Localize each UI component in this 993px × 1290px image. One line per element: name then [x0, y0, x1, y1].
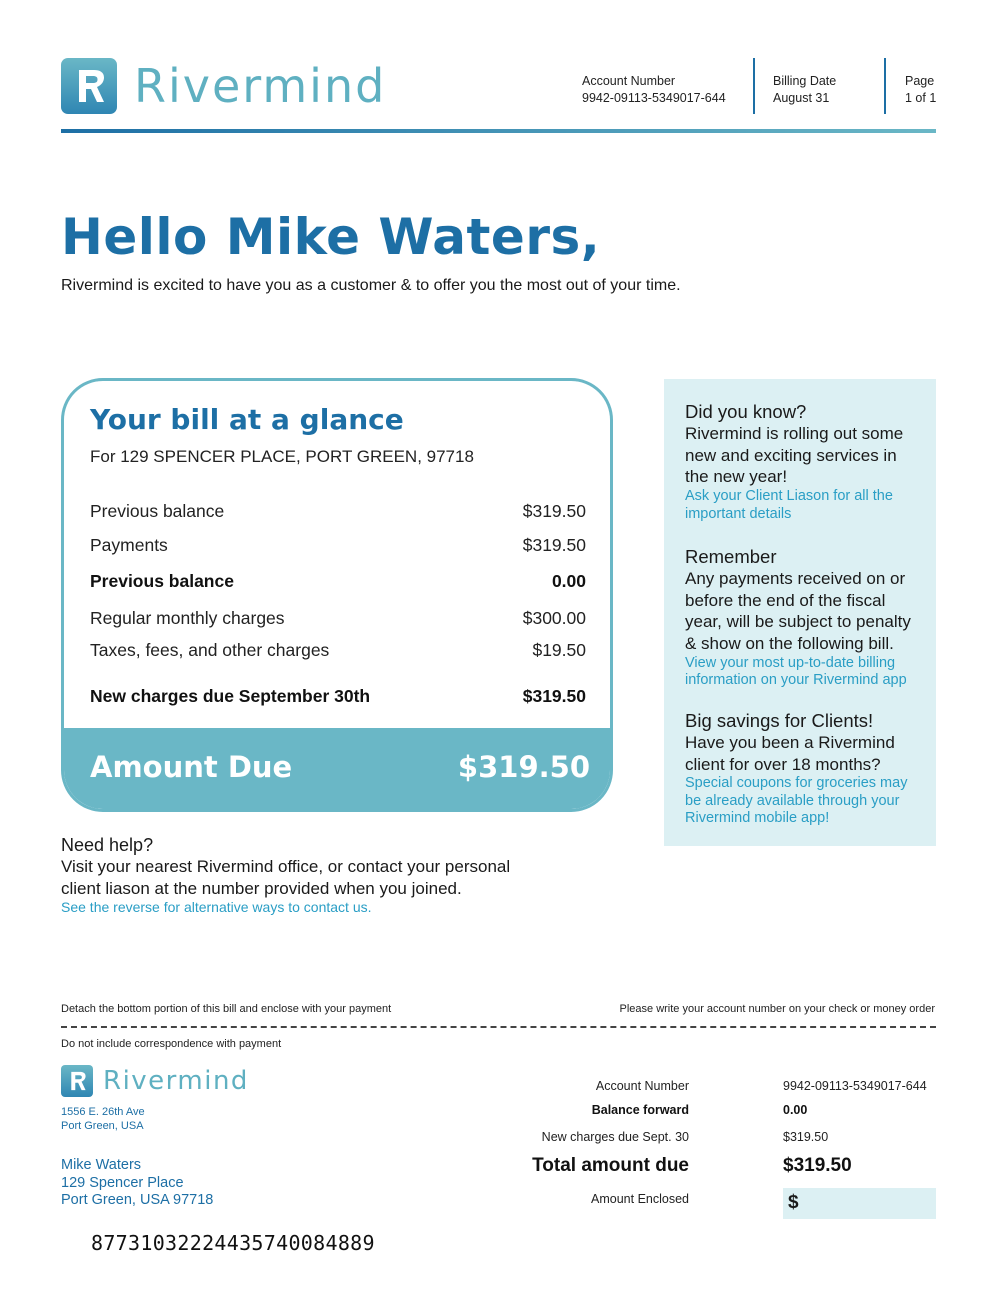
bill-row-value: $319.50: [522, 686, 586, 706]
total-due-label: Total amount due: [532, 1155, 689, 1176]
stub-account-label: Account Number: [595, 1079, 689, 1093]
header-divider: [753, 58, 755, 114]
bill-row-label: Regular monthly charges: [90, 608, 285, 628]
company-address-line: 1556 E. 26th Ave: [61, 1106, 145, 1118]
bill-row-value: $19.50: [532, 640, 586, 660]
account-number-value: 9942-09113-5349017-644: [582, 91, 726, 105]
brand-wordmark: Rivermind: [134, 59, 387, 113]
bill-row: [90, 535, 586, 556]
savings-title: Big savings for Clients!: [685, 710, 874, 731]
bill-row-label: Taxes, fees, and other charges: [90, 640, 330, 660]
service-address: For 129 SPENCER PLACE, PORT GREEN, 97718: [90, 447, 474, 466]
bill-row-value: $319.50: [522, 535, 586, 555]
amount-due-label: Amount Due: [90, 750, 293, 784]
rivermind-logo-icon: [61, 1065, 93, 1097]
amount-enclosed-field[interactable]: [783, 1188, 936, 1219]
bill-row-label: Previous balance: [90, 571, 234, 591]
header-rule: [61, 129, 936, 133]
page-value: 1 of 1: [905, 91, 937, 105]
customer-city: Port Green, USA 97718: [61, 1192, 214, 1208]
did-you-know-block: [685, 401, 925, 523]
did-you-know-title: Did you know?: [685, 401, 807, 422]
amount-enclosed-label: Amount Enclosed: [591, 1192, 689, 1206]
bill-row: [90, 501, 586, 522]
page-label: Page: [905, 74, 935, 88]
write-account-note: Please write your account number on your check or money order: [619, 1003, 935, 1015]
detach-note: Detach the bottom portion of this bill and enclose with your payment: [61, 1003, 392, 1015]
bill-row-value: $300.00: [522, 608, 586, 628]
intro-text: Rivermind is excited to have you as a customer & to offer you the most out of your time.: [61, 277, 681, 294]
billing-date-value: August 31: [773, 91, 830, 105]
stub-account-value: 9942-09113-5349017-644: [783, 1079, 927, 1093]
remember-body: Any payments received on or before the end of the fiscal year, will be subject to penalty & show on the following bill.: [685, 569, 911, 654]
new-charges-value: $319.50: [783, 1130, 829, 1144]
detach-line: [61, 1026, 936, 1028]
customer-name: Mike Waters: [61, 1157, 142, 1173]
help-link[interactable]: See the reverse for alternative ways to contact us.: [61, 899, 372, 915]
page-title: Hello Mike Waters,: [61, 208, 601, 266]
customer-street: 129 Spencer Place: [61, 1174, 184, 1191]
company-address: [61, 1105, 145, 1133]
total-due-value: $319.50: [783, 1155, 852, 1176]
balance-forward-value: 0.00: [783, 1103, 808, 1117]
balance-forward-label: Balance forward: [591, 1103, 689, 1117]
new-charges-label: New charges due Sept. 30: [541, 1130, 689, 1144]
did-you-know-body: Rivermind is rolling out some new and exciting services in the new year!: [685, 424, 904, 487]
info-sidebar: [664, 379, 936, 846]
remember-link[interactable]: View your most up-to-date billing information on your Rivermind app: [685, 654, 907, 689]
help-body: Visit your nearest Rivermind office, or contact your personal client liason at the number provided when you joined.: [61, 857, 511, 898]
bill-card-title: Your bill at a glance: [90, 403, 404, 436]
bill-row: [90, 608, 586, 629]
bill-row: [90, 686, 586, 707]
billing-date-label: Billing Date: [773, 74, 837, 88]
bill-row-label: New charges due September 30th: [90, 686, 371, 706]
company-address-line: Port Green, USA: [61, 1120, 144, 1132]
savings-block: [685, 710, 925, 828]
no-correspondence-note: Do not include correspondence with payment: [61, 1038, 282, 1050]
bill-row-value: $319.50: [522, 501, 586, 521]
bill-row-label: Payments: [90, 535, 168, 555]
help-title: Need help?: [61, 835, 154, 855]
savings-body: Have you been a Rivermind client for over 18 months?: [685, 733, 895, 774]
bill-row: [90, 640, 586, 661]
header-divider: [884, 58, 886, 114]
payment-barcode-number: 87731032224435740084889: [91, 1231, 375, 1255]
dollar-sign: $: [788, 1192, 799, 1213]
remember-block: [685, 546, 925, 690]
header-account: [582, 73, 726, 107]
remember-title: Remember: [685, 546, 777, 567]
account-number-label: Account Number: [582, 74, 676, 88]
help-section: [61, 834, 541, 916]
bill-summary-card: [61, 378, 613, 812]
bill-row-value: 0.00: [551, 571, 586, 591]
customer-address: [61, 1157, 213, 1210]
header-page: [905, 73, 936, 107]
savings-link[interactable]: Special coupons for groceries may be already available through your Rivermind mobile app!: [685, 775, 908, 827]
amount-due-bar: [64, 728, 613, 812]
rivermind-logo-icon: [61, 58, 117, 114]
header-billing-date: [773, 73, 836, 107]
amount-due-value: $319.50: [457, 750, 590, 784]
brand-wordmark-small: Rivermind: [103, 1066, 249, 1096]
bill-row-label: Previous balance: [90, 501, 225, 521]
bill-row: [90, 571, 586, 592]
did-you-know-link[interactable]: Ask your Client Liason for all the important details: [685, 488, 893, 522]
